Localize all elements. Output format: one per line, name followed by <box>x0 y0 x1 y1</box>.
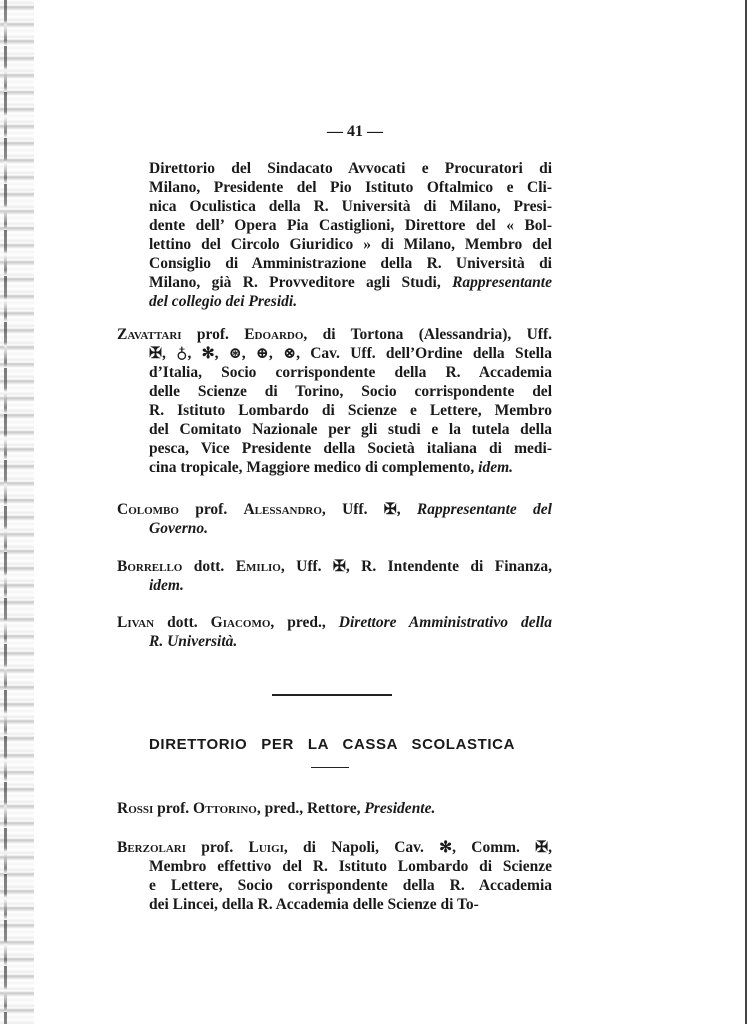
text-segment: , Uff. ✠, R. Intendente di Finanza, <box>280 558 552 575</box>
text-line <box>149 273 552 292</box>
person-name: Ottorino <box>193 800 257 817</box>
person-name: Livan <box>117 614 155 631</box>
text-segment: prof. <box>153 800 194 817</box>
text-line <box>149 216 552 235</box>
text-segment: e Lettere, Socio corrispondente della R. Accademia <box>149 877 552 894</box>
text-line <box>149 178 552 197</box>
text-line <box>117 613 552 632</box>
italic-text: idem. <box>478 459 514 476</box>
entry-borrello <box>117 557 552 595</box>
italic-text: Presidente. <box>364 800 436 817</box>
text-segment: dott. <box>154 614 211 631</box>
text-segment: Membro effettivo del R. Istituto Lombardo di Scienze <box>149 858 552 875</box>
person-name: Giacomo <box>210 614 271 631</box>
text-line <box>149 254 552 273</box>
text-line <box>149 292 552 311</box>
text-segment: dott. <box>182 558 236 575</box>
text-segment: pesca, Vice Presidente della Società italiana di medi- <box>149 440 552 457</box>
person-name: Emilio <box>235 558 281 575</box>
text-line <box>117 838 552 857</box>
italic-text: Rappresentante <box>452 274 552 291</box>
text-line <box>149 857 552 876</box>
entry-zavattari <box>117 325 552 477</box>
italic-text: Governo. <box>149 520 208 537</box>
text-segment: prof. <box>178 501 244 518</box>
page-edge-line <box>745 0 747 1024</box>
text-line <box>149 576 552 595</box>
text-line <box>149 363 552 382</box>
text-line <box>117 325 552 344</box>
text-line <box>149 159 552 178</box>
text-line <box>149 632 552 651</box>
text-line <box>149 876 552 895</box>
entry-livan <box>117 613 552 651</box>
text-line <box>149 235 552 254</box>
entry-colombo <box>117 500 552 538</box>
text-segment: ✠, ♁, ✻, ⊛, ⊕, ⊗, Cav. Uff. dell’Ordine della Stella <box>149 345 552 362</box>
entry-berzolari <box>117 838 552 914</box>
person-name: Borrello <box>117 558 183 575</box>
person-name: Colombo <box>117 501 179 518</box>
entry-continuation <box>117 159 552 311</box>
italic-text: Rappresentante del <box>416 501 552 518</box>
text-segment: delle Scienze di Torino, Socio corrispondente del <box>149 383 552 400</box>
text-line <box>149 519 552 538</box>
person-name: Alessandro <box>243 501 322 518</box>
text-segment: Consiglio di Amministrazione della R. Università di <box>149 255 552 272</box>
text-line <box>149 895 552 914</box>
person-name: Luigi <box>248 839 284 856</box>
italic-text: idem. <box>149 577 184 594</box>
text-line <box>117 500 552 519</box>
text-segment: , pred., Rettore, <box>256 800 365 817</box>
text-segment: Direttorio del Sindacato Avvocati e Procuratori di <box>149 160 552 177</box>
person-name: Zavattari <box>117 326 182 343</box>
text-segment: nica Oculistica della R. Università di Milano, Presi- <box>149 198 552 215</box>
entry-rossi <box>117 799 552 818</box>
text-segment: Milano, Presidente del Pio Istituto Oftalmico e Cli- <box>149 179 552 196</box>
text-line <box>149 382 552 401</box>
heading-underline <box>311 767 349 768</box>
text-line <box>149 439 552 458</box>
italic-text: del collegio dei Presidi. <box>149 293 298 310</box>
text-line <box>149 197 552 216</box>
italic-text: R. Università. <box>149 633 238 650</box>
section-heading: DIRETTORIO PER LA CASSA SCOLASTICA <box>149 736 515 753</box>
text-segment: R. Istituto Lombardo di Scienze e Lettere, Membro <box>149 402 552 419</box>
text-line <box>149 458 552 477</box>
text-segment: prof. <box>181 326 245 343</box>
person-name: Berzolari <box>117 839 187 856</box>
person-name: Rossi <box>117 800 154 817</box>
text-segment: cina tropicale, Maggiore medico di complemento, <box>149 459 479 476</box>
text-segment: , di Napoli, Cav. ✻, Comm. ✠, <box>283 839 552 856</box>
section-divider <box>272 694 392 696</box>
text-segment: Milano, già R. Provveditore agli Studi, <box>149 274 453 291</box>
text-line <box>117 799 552 818</box>
person-name: Edoardo <box>244 326 304 343</box>
text-line <box>149 401 552 420</box>
text-segment: , Uff. ✠, <box>321 501 417 518</box>
text-segment: d’Italia, Socio corrispondente della R. Accademia <box>149 364 552 381</box>
text-line <box>149 344 552 363</box>
italic-text: Direttore Amministrativo della <box>338 614 552 631</box>
scan-binding-shadow <box>4 0 7 1024</box>
text-segment: lettino del Circolo Giuridico » di Milano, Membro del <box>149 236 552 253</box>
text-segment: prof. <box>186 839 249 856</box>
text-segment: dente dell’ Opera Pia Castiglioni, Direttore del « Bol- <box>149 217 552 234</box>
page-number: — 41 — <box>327 123 383 140</box>
text-line <box>149 420 552 439</box>
text-segment: del Comitato Nazionale per gli studi e la tutela della <box>149 421 552 438</box>
text-line <box>117 557 552 576</box>
text-segment: , di Tortona (Alessandria), Uff. <box>303 326 552 343</box>
text-segment: dei Lincei, della R. Accademia delle Scienze di To- <box>149 896 479 913</box>
text-segment: , pred., <box>270 614 339 631</box>
